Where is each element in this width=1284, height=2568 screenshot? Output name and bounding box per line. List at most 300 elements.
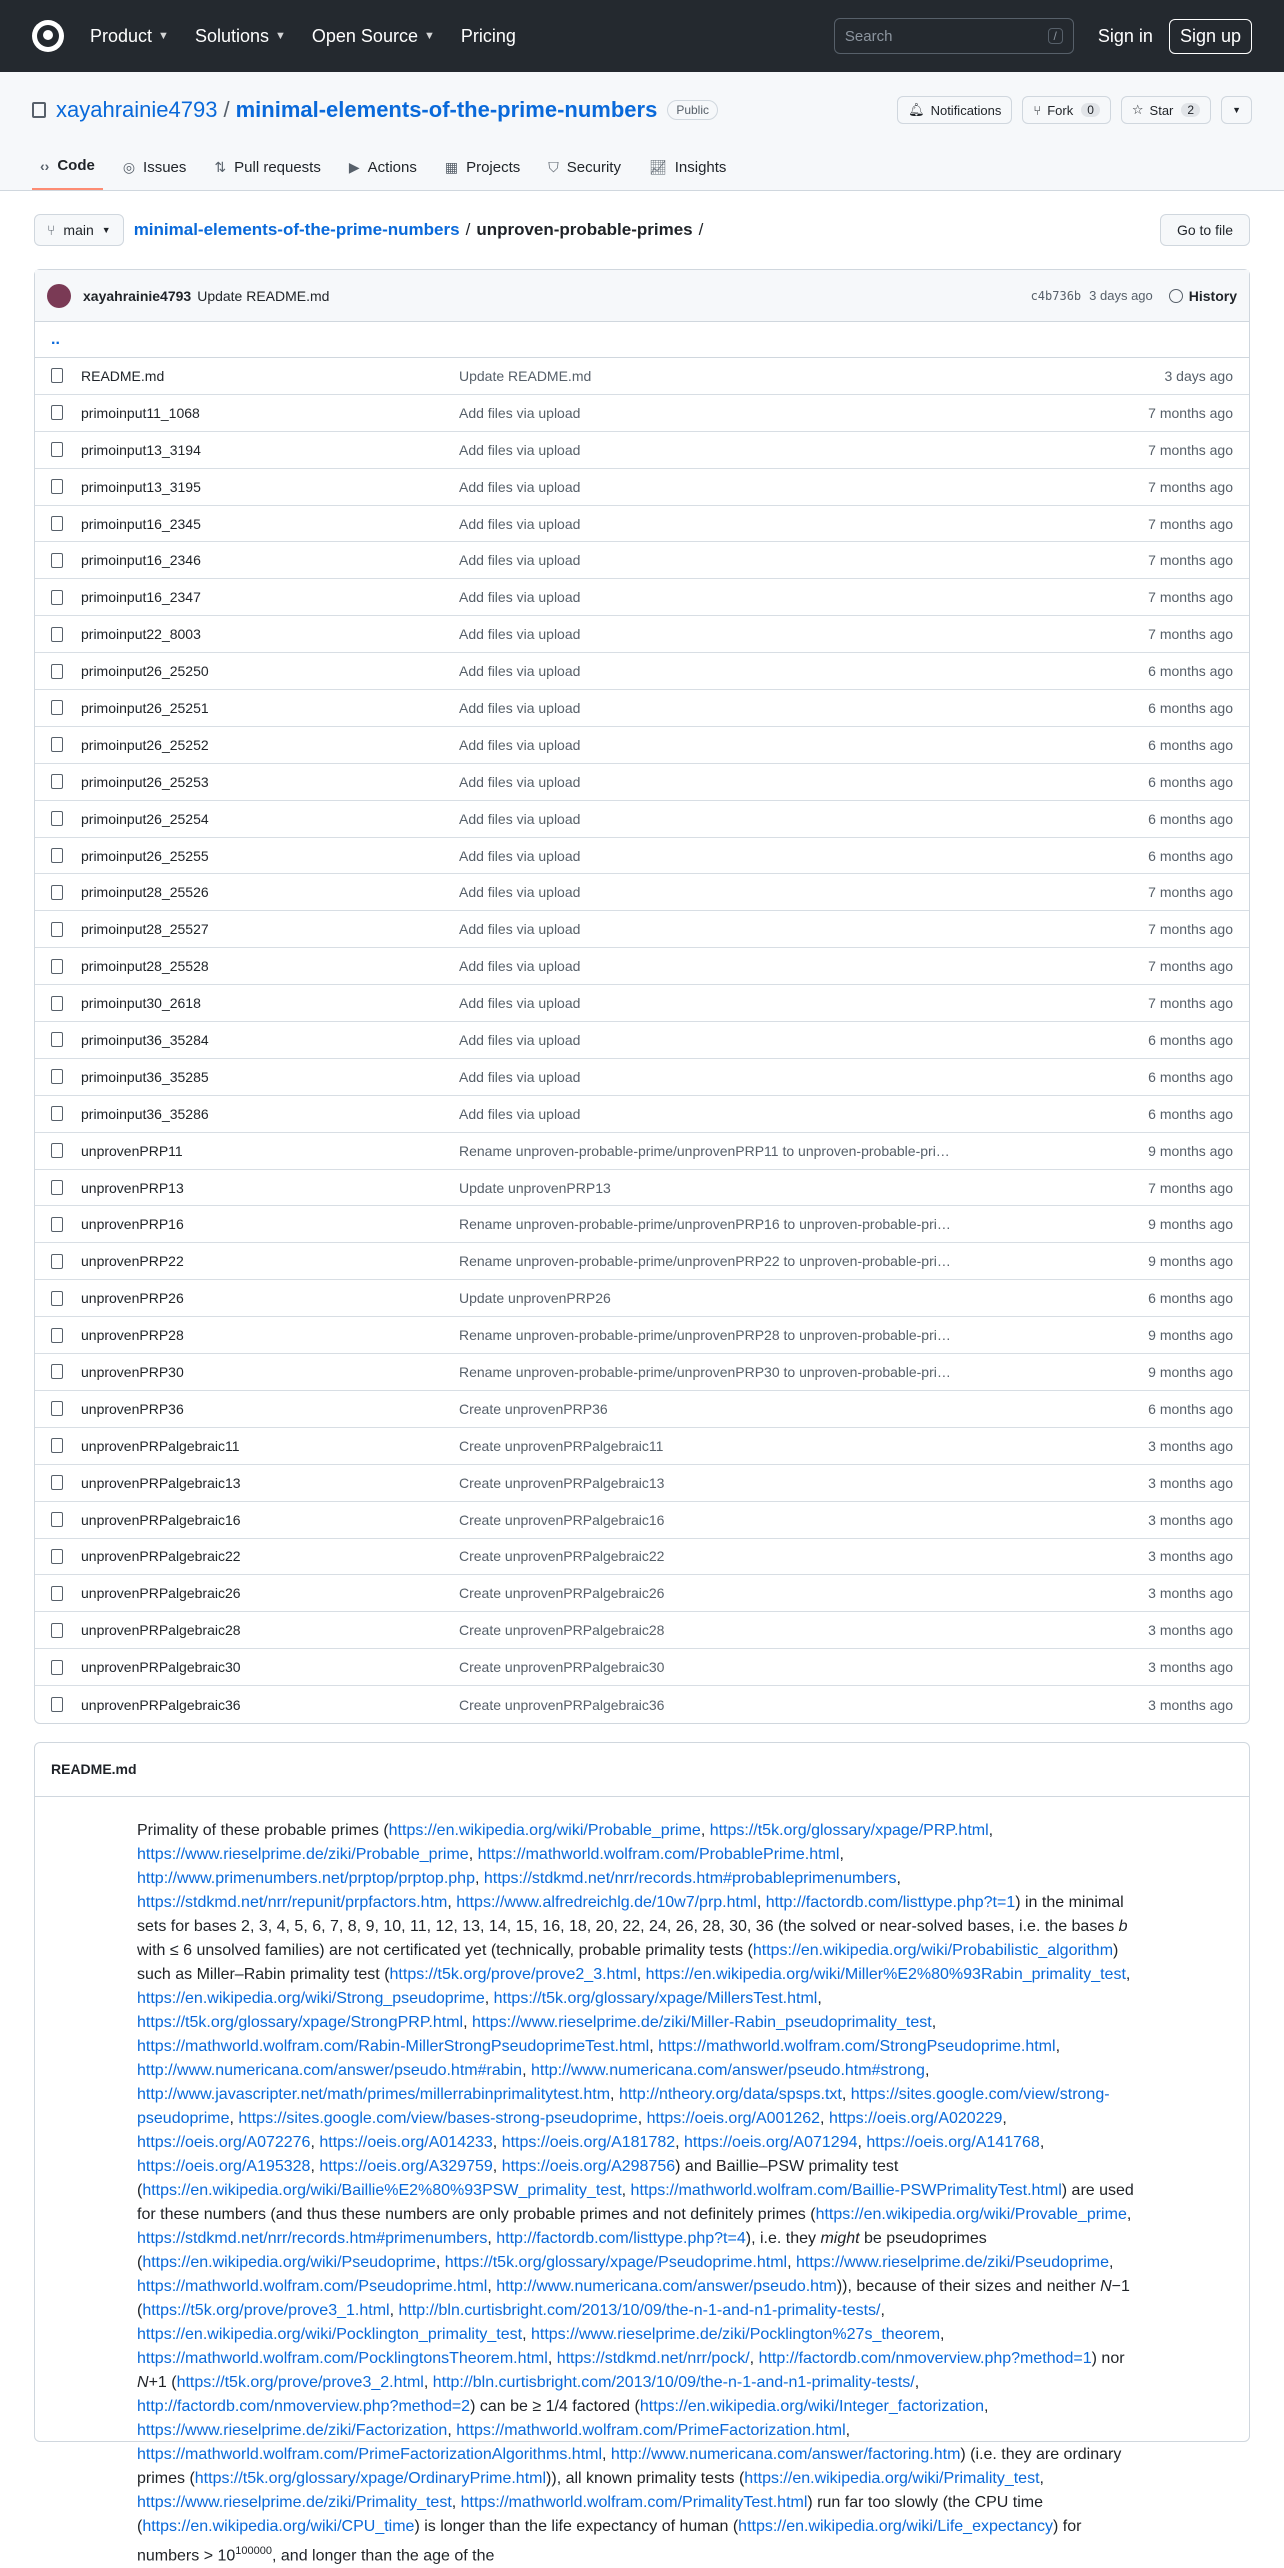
readme-link[interactable]: https://oeis.org/A141768 — [866, 2133, 1040, 2151]
file-name-link[interactable]: primoinput26_25252 — [81, 736, 209, 753]
table-row[interactable] — [35, 506, 1249, 543]
commit-message-link[interactable]: Add files via upload — [459, 478, 581, 495]
readme-text: , — [988, 1821, 994, 1839]
go-to-file-button[interactable]: Go to file — [1160, 214, 1250, 246]
commit-message-link[interactable]: Add files via upload — [459, 958, 581, 975]
file-name-link[interactable]: primoinput16_2345 — [81, 515, 201, 532]
readme-text: , — [1109, 2253, 1114, 2271]
readme-link[interactable]: http://ntheory.org/data/spsps.txt — [618, 2085, 842, 2103]
chevron-down-icon: ▼ — [275, 30, 286, 42]
commit-author-link[interactable]: xayahrainie4793 — [83, 287, 192, 304]
readme-text: , — [474, 1869, 484, 1887]
table-row[interactable] — [35, 838, 1249, 875]
readme-link[interactable]: https://oeis.org/A195328 — [137, 2157, 311, 2175]
nav-pricing[interactable]: Pricing — [460, 25, 516, 46]
readme-link[interactable]: https://oeis.org/A020229 — [828, 2109, 1003, 2127]
file-name-link[interactable]: primoinput26_25253 — [81, 773, 209, 790]
readme-link[interactable]: https://en.wikipedia.org/wiki/Pseudoprime — [142, 2253, 436, 2271]
table-row[interactable] — [35, 1391, 1249, 1428]
table-row[interactable] — [35, 1539, 1249, 1576]
file-name-link[interactable]: unprovenPRPalgebraic28 — [81, 1622, 241, 1639]
readme-text: )), because of their sizes and neither — [836, 2277, 1101, 2295]
file-name-link[interactable]: primoinput11_1068 — [81, 404, 200, 421]
file-name-link[interactable]: unprovenPRPalgebraic11 — [81, 1437, 240, 1454]
readme-link[interactable]: https://en.wikipedia.org/wiki/Probabilistic_algorithm — [752, 1941, 1114, 1959]
readme-link[interactable]: https://oeis.org/A329759 — [319, 2157, 493, 2175]
commit-message-link[interactable]: Add files via upload — [459, 589, 581, 606]
commit-message-link[interactable]: Update README.md — [459, 367, 592, 384]
file-name-link[interactable]: unprovenPRP36 — [81, 1400, 184, 1417]
readme-text: , — [675, 2133, 685, 2151]
table-row[interactable] — [35, 1649, 1249, 1686]
file-list — [35, 358, 1249, 1723]
commit-age: 7 months ago — [1148, 884, 1233, 901]
table-row[interactable] — [35, 690, 1249, 727]
readme-emphasis: might — [820, 2229, 860, 2247]
readme-link[interactable]: https://www.rieselprime.de/ziki/Primality_test — [137, 2493, 452, 2511]
table-row[interactable] — [35, 579, 1249, 616]
table-row[interactable] — [35, 1096, 1249, 1133]
nav-open-source[interactable]: Open Source ▼ — [311, 25, 435, 46]
file-icon — [51, 922, 63, 937]
table-row[interactable] — [35, 911, 1249, 948]
table-row[interactable] — [35, 1170, 1249, 1207]
table-row[interactable] — [35, 1280, 1249, 1317]
file-icon — [51, 1254, 63, 1269]
commit-message-link[interactable]: Create unprovenPRPalgebraic22 — [459, 1548, 665, 1565]
table-row[interactable] — [35, 653, 1249, 690]
readme-link[interactable]: https://www.rieselprime.de/ziki/Probable_prime — [137, 1845, 469, 1863]
file-name-link[interactable]: unprovenPRP16 — [81, 1216, 184, 1233]
readme-link[interactable]: https://www.rieselprime.de/ziki/Factorization — [137, 2421, 448, 2439]
file-name-link[interactable]: primoinput30_2618 — [81, 995, 201, 1012]
commit-message-link[interactable]: Update README.md — [197, 287, 330, 304]
repo-tabs — [32, 142, 1252, 190]
file-name-link[interactable]: unprovenPRP13 — [81, 1179, 184, 1196]
table-row[interactable] — [35, 542, 1249, 579]
readme-text: , — [839, 1845, 844, 1863]
security-icon: ⛉ — [548, 159, 559, 175]
commit-message-link[interactable]: Add files via upload — [459, 1068, 581, 1085]
readme-text: , — [447, 1893, 457, 1911]
commit-age: 6 months ago — [1148, 1031, 1233, 1048]
readme-link[interactable]: https://oeis.org/A298756 — [501, 2157, 676, 2175]
parent-directory-link[interactable]: .. — [35, 322, 1249, 358]
file-name-link[interactable]: primoinput28_25528 — [81, 958, 209, 975]
file-name-link[interactable]: primoinput13_3194 — [81, 441, 201, 458]
file-name-link[interactable]: primoinput36_35284 — [81, 1031, 209, 1048]
readme-text: , — [389, 2301, 399, 2319]
readme-link[interactable]: https://www.rieselprime.de/ziki/Pseudoprime — [795, 2253, 1109, 2271]
commit-age: 6 months ago — [1148, 1105, 1233, 1122]
readme-text: with ≤ 6 unsolved families) are not certificated yet (technically, probable primality tests ( — [137, 1941, 753, 1959]
readme-text: , — [310, 2157, 320, 2175]
commit-age: 3 days ago — [1164, 367, 1233, 384]
file-name-link[interactable]: unprovenPRPalgebraic26 — [81, 1585, 241, 1602]
readme-link[interactable]: https://en.wikipedia.org/wiki/Provable_prime — [815, 2205, 1127, 2223]
readme-link[interactable]: https://en.wikipedia.org/wiki/Miller%E2%80%93Rabin_primality_test — [645, 1965, 1126, 1983]
readme-text: ) for numbers > 10 — [137, 2517, 1082, 2565]
table-row[interactable] — [35, 985, 1249, 1022]
file-name-link[interactable]: primoinput26_25255 — [81, 847, 209, 864]
tab-pull-requests[interactable]: ⇅ Pull requests — [214, 159, 321, 176]
file-icon — [51, 1438, 63, 1453]
commit-message-link[interactable]: Create unprovenPRPalgebraic36 — [459, 1696, 665, 1713]
readme-link[interactable]: http://factordb.com/listtype.php?t=4 — [496, 2229, 746, 2247]
star-count: 2 — [1181, 103, 1200, 117]
readme-text: , — [700, 1821, 710, 1839]
readme-text: , — [522, 2325, 531, 2343]
commit-age: 9 months ago — [1148, 1363, 1233, 1380]
repo-name-link[interactable]: minimal-elements-of-the-prime-numbers — [235, 97, 658, 122]
nav-solutions[interactable]: Solutions ▼ — [194, 25, 286, 46]
readme-superscript: 100000 — [235, 2544, 272, 2557]
commit-message-link[interactable]: Update unprovenPRP26 — [459, 1290, 611, 1307]
insights-icon: 📈︎ — [648, 159, 667, 175]
tab-projects[interactable]: ▦ Projects — [444, 159, 521, 176]
readme-text: , — [463, 2013, 472, 2031]
readme-text: , — [845, 2421, 851, 2439]
readme-text: , — [1002, 2109, 1007, 2127]
commit-message-link[interactable]: Update unprovenPRP13 — [459, 1179, 611, 1196]
table-row[interactable] — [35, 358, 1249, 395]
readme-link[interactable]: https://mathworld.wolfram.com/PrimeFactorizationAlgorithms.html — [137, 2445, 603, 2463]
table-row[interactable] — [35, 948, 1249, 985]
commit-age: 6 months ago — [1148, 773, 1233, 790]
readme-text: , — [484, 1989, 494, 2007]
readme-text: , — [820, 2109, 829, 2127]
readme-link[interactable]: https://mathworld.wolfram.com/Baillie-PSWPrimalityTest.html — [630, 2181, 1062, 2199]
readme-text: , — [984, 2397, 989, 2415]
commit-age: 3 months ago — [1148, 1585, 1233, 1602]
readme-link[interactable]: http://factordb.com/nmoverview.php?method=1 — [758, 2349, 1092, 2367]
file-name-link[interactable]: primoinput26_25254 — [81, 810, 209, 827]
tab-issues[interactable]: ◎ Issues — [122, 159, 187, 176]
table-row[interactable] — [35, 432, 1249, 469]
readme-link[interactable]: https://mathworld.wolfram.com/StrongPseudoprime.html — [658, 2037, 1056, 2055]
commit-message-link[interactable]: Add files via upload — [459, 847, 581, 864]
commit-age: 7 months ago — [1148, 478, 1233, 495]
commit-message-link[interactable]: Add files via upload — [459, 626, 581, 643]
table-row[interactable] — [35, 727, 1249, 764]
file-icon — [51, 1549, 63, 1564]
file-name-link[interactable]: unprovenPRP30 — [81, 1363, 184, 1380]
readme-link[interactable]: https://en.wikipedia.org/wiki/CPU_time — [142, 2517, 415, 2535]
star-button[interactable]: ☆ Star 2 — [1121, 96, 1211, 124]
readme-text: , — [522, 2061, 531, 2079]
table-row[interactable] — [35, 1575, 1249, 1612]
readme-link[interactable]: https://stdkmd.net/nrr/records.htm#probableprimenumbers — [483, 1869, 897, 1887]
file-name-link[interactable]: README.md — [81, 367, 165, 384]
readme-link[interactable]: https://t5k.org/glossary/xpage/Pseudoprime.html — [444, 2253, 788, 2271]
bell-icon: 🔔︎ — [908, 102, 925, 117]
file-icon — [51, 368, 63, 383]
commit-age: 7 months ago — [1148, 958, 1233, 975]
readme-link[interactable]: http://bln.curtisbright.com/2013/10/09/the-n-1-and-n1-primality-tests/ — [398, 2301, 881, 2319]
table-row[interactable] — [35, 1133, 1249, 1170]
readme-link[interactable]: http://www.numericana.com/answer/pseudo.htm — [496, 2277, 837, 2295]
readme-link[interactable]: https://en.wikipedia.org/wiki/Baillie%E2%80%93PSW_primality_test — [142, 2181, 622, 2199]
file-name-link[interactable]: unprovenPRPalgebraic13 — [81, 1474, 241, 1491]
readme-text: , — [492, 2157, 502, 2175]
commit-age: 7 months ago — [1148, 626, 1233, 643]
nav-product[interactable]: Product ▼ — [90, 25, 169, 46]
table-row[interactable] — [35, 801, 1249, 838]
commit-message-link[interactable]: Rename unproven-probable-prime/unprovenPRP16 to unproven-probable-pri… — [459, 1216, 951, 1233]
readme-link[interactable]: http://www.numericana.com/answer/pseudo.htm#rabin — [137, 2061, 523, 2079]
readme-link[interactable]: https://stdkmd.net/nrr/records.htm#primenumbers — [137, 2229, 488, 2247]
readme-link[interactable]: http://www.primenumbers.net/prptop/prptop.php — [137, 1869, 475, 1887]
file-name-link[interactable]: primoinput16_2346 — [81, 552, 201, 569]
table-row[interactable] — [35, 1502, 1249, 1539]
file-name-link[interactable]: primoinput26_25250 — [81, 663, 209, 680]
commit-message-link[interactable]: Create unprovenPRPalgebraic16 — [459, 1511, 665, 1528]
file-icon — [51, 1069, 63, 1084]
commit-message-link[interactable]: Rename unproven-probable-prime/unprovenPRP11 to unproven-probable-pri… — [459, 1142, 950, 1159]
commit-message-link[interactable]: Add files via upload — [459, 404, 581, 421]
commit-message-link[interactable]: Create unprovenPRPalgebraic30 — [459, 1659, 665, 1676]
file-icon — [51, 811, 63, 826]
file-name-link[interactable]: primoinput22_8003 — [81, 626, 201, 643]
breadcrumb-repo-link[interactable]: minimal-elements-of-the-prime-numbers — [133, 220, 460, 239]
file-icon — [51, 737, 63, 752]
readme-link[interactable]: https://oeis.org/A072276 — [137, 2133, 311, 2151]
file-name-link[interactable]: unprovenPRP28 — [81, 1327, 184, 1344]
repo-header — [0, 72, 1284, 191]
commit-message-link[interactable]: Rename unproven-probable-prime/unprovenPRP22 to unproven-probable-pri… — [459, 1253, 951, 1270]
table-row[interactable] — [35, 1428, 1249, 1465]
commit-age: 9 months ago — [1148, 1253, 1233, 1270]
readme-link[interactable]: https://t5k.org/glossary/xpage/MillersTest.html — [493, 1989, 818, 2007]
commit-message-link[interactable]: Add files via upload — [459, 921, 581, 938]
readme-link[interactable]: https://mathworld.wolfram.com/Pseudoprime.html — [137, 2277, 488, 2295]
table-row[interactable] — [35, 469, 1249, 506]
search-input[interactable]: Search / — [834, 18, 1074, 54]
fork-button[interactable]: ⑂ Fork 0 — [1022, 96, 1111, 124]
fork-icon: ⑂ — [1033, 102, 1042, 118]
commit-age: 7 months ago — [1148, 1179, 1233, 1196]
table-row[interactable] — [35, 1354, 1249, 1391]
repo-icon — [32, 102, 46, 118]
readme-text: , — [621, 2181, 631, 2199]
tab-insights[interactable]: 📈︎ Insights — [648, 159, 727, 176]
tab-code[interactable]: ‹› Code — [32, 157, 103, 190]
table-row[interactable] — [35, 1206, 1249, 1243]
file-name-link[interactable]: primoinput28_25526 — [81, 884, 209, 901]
readme-text: , — [229, 2109, 239, 2127]
readme-link[interactable]: https://t5k.org/prove/prove2_3.html — [389, 1965, 637, 1983]
readme-text: ) run far too slowly (the CPU time ( — [137, 2493, 1044, 2535]
file-name-link[interactable]: unprovenPRPalgebraic30 — [81, 1659, 241, 1676]
table-row[interactable] — [35, 1243, 1249, 1280]
file-name-link[interactable]: primoinput16_2347 — [81, 589, 201, 606]
readme-title: README.md — [35, 1743, 1249, 1797]
file-name-link[interactable]: unprovenPRPalgebraic16 — [81, 1511, 241, 1528]
search-shortcut-hint: / — [1048, 28, 1063, 44]
file-name-link[interactable]: primoinput13_3195 — [81, 478, 201, 495]
readme-text: , — [610, 2085, 619, 2103]
readme-link[interactable]: http://factordb.com/nmoverview.php?method=2 — [137, 2397, 471, 2415]
readme-text: , — [423, 2373, 433, 2391]
tab-actions[interactable]: ▶ Actions — [348, 159, 417, 176]
readme-link[interactable]: https://www.rieselprime.de/ziki/Pocklington%27s_theorem — [530, 2325, 941, 2343]
file-name-link[interactable]: primoinput36_35285 — [81, 1068, 209, 1085]
readme-text: , — [787, 2253, 796, 2271]
readme-link[interactable]: https://mathworld.wolfram.com/PrimalityTest.html — [460, 2493, 808, 2511]
readme-link[interactable]: https://stdkmd.net/nrr/pock/ — [556, 2349, 750, 2367]
star-list-dropdown[interactable] — [1221, 96, 1252, 124]
readme-link[interactable]: http://factordb.com/listtype.php?t=1 — [765, 1893, 1016, 1911]
commit-time: 3 days ago — [1089, 288, 1153, 303]
readme-text: , — [1055, 2037, 1061, 2055]
table-row[interactable] — [35, 874, 1249, 911]
readme-link[interactable]: https://en.wikipedia.org/wiki/Life_expectancy — [738, 2517, 1054, 2535]
table-row[interactable] — [35, 395, 1249, 432]
file-icon — [51, 1401, 63, 1416]
chevron-down-icon: ▼ — [101, 225, 111, 235]
commit-age: 7 months ago — [1148, 404, 1233, 421]
file-icon — [51, 848, 63, 863]
readme-link[interactable]: https://en.wikipedia.org/wiki/Probable_prime — [388, 1821, 701, 1839]
readme-link[interactable]: https://t5k.org/glossary/xpage/StrongPRP.html — [137, 2013, 464, 2031]
sign-in-link[interactable]: Sign in — [1097, 25, 1153, 46]
readme-link[interactable]: https://oeis.org/A014233 — [319, 2133, 493, 2151]
readme-link[interactable]: https://mathworld.wolfram.com/PrimeFactorization.html — [456, 2421, 846, 2439]
repo-owner-link[interactable]: xayahrainie4793 — [56, 97, 218, 122]
issues-icon: ◎ — [122, 159, 136, 175]
commit-message-link[interactable]: Add files via upload — [459, 1031, 581, 1048]
readme-text: , — [637, 2109, 647, 2127]
commit-message-link[interactable]: Add files via upload — [459, 810, 581, 827]
file-icon — [51, 627, 63, 642]
table-row[interactable] — [35, 1686, 1249, 1723]
commit-message-link[interactable]: Add files via upload — [459, 884, 581, 901]
readme-link[interactable]: https://mathworld.wolfram.com/PocklingtonsTheorem.html — [137, 2349, 548, 2367]
commit-age: 6 months ago — [1148, 699, 1233, 716]
commit-message-link[interactable]: Create unprovenPRPalgebraic28 — [459, 1622, 665, 1639]
commit-message-link[interactable]: Add files via upload — [459, 441, 581, 458]
table-row[interactable] — [35, 764, 1249, 801]
table-row[interactable] — [35, 1465, 1249, 1502]
file-name-link[interactable]: unprovenPRP26 — [81, 1290, 184, 1307]
commit-age: 7 months ago — [1148, 995, 1233, 1012]
commit-age: 9 months ago — [1148, 1216, 1233, 1233]
commit-message-link[interactable]: Add files via upload — [459, 552, 581, 569]
commit-message-link[interactable]: Rename unproven-probable-prime/unprovenPRP28 to unproven-probable-pri… — [459, 1327, 951, 1344]
readme-text: ) and Baillie–PSW primality test ( — [137, 2157, 899, 2199]
file-name-link[interactable]: unprovenPRPalgebraic22 — [81, 1548, 241, 1565]
branch-selector[interactable]: ⑂ main ▼ — [34, 214, 124, 246]
file-name-link[interactable]: unprovenPRP11 — [81, 1142, 183, 1159]
commit-message-link[interactable]: Create unprovenPRP36 — [459, 1400, 608, 1417]
commit-sha-link[interactable]: c4b736b — [1030, 288, 1082, 303]
tab-security[interactable]: ⛉ Security — [548, 159, 621, 176]
table-row[interactable] — [35, 1317, 1249, 1354]
readme-link[interactable]: https://stdkmd.net/nrr/repunit/prpfactors.htm — [137, 1893, 448, 1911]
breadcrumb-current-folder: unproven-probable-primes — [476, 220, 693, 239]
file-icon — [51, 885, 63, 900]
readme-link[interactable]: https://mathworld.wolfram.com/ProbablePrime.html — [477, 1845, 840, 1863]
commit-message-link[interactable]: Create unprovenPRPalgebraic26 — [459, 1585, 665, 1602]
file-icon — [51, 1586, 63, 1601]
readme-link[interactable]: http://www.numericana.com/answer/pseudo.htm#strong — [530, 2061, 925, 2079]
readme-link[interactable]: https://sites.google.com/view/bases-strong-pseudoprime — [238, 2109, 638, 2127]
table-row[interactable] — [35, 1612, 1249, 1649]
sign-up-button[interactable]: Sign up — [1169, 19, 1252, 54]
commit-message-link[interactable]: Add files via upload — [459, 663, 581, 680]
history-link[interactable]: History — [1169, 288, 1237, 304]
file-icon — [51, 1475, 63, 1490]
commit-message-link[interactable]: Create unprovenPRPalgebraic11 — [459, 1437, 664, 1454]
code-icon: ‹› — [40, 157, 50, 174]
readme-link[interactable]: https://en.wikipedia.org/wiki/Integer_factorization — [639, 2397, 985, 2415]
readme-link[interactable]: https://oeis.org/A181782 — [501, 2133, 676, 2151]
commit-age: 9 months ago — [1148, 1327, 1233, 1344]
commit-age: 3 months ago — [1148, 1696, 1233, 1713]
table-row[interactable] — [35, 616, 1249, 653]
commit-age: 7 months ago — [1148, 552, 1233, 569]
readme-link[interactable]: https://en.wikipedia.org/wiki/Strong_pseudoprime — [137, 1989, 485, 2007]
projects-icon: ▦ — [444, 159, 459, 175]
readme-link[interactable]: https://sites.google.com/view/strong-pseudoprime — [137, 2085, 1110, 2127]
commit-age: 6 months ago — [1148, 810, 1233, 827]
site-header — [0, 0, 1284, 72]
commit-message-link[interactable]: Add files via upload — [459, 773, 581, 790]
file-name-link[interactable]: primoinput28_25527 — [81, 921, 209, 938]
file-icon — [51, 1623, 63, 1638]
readme-link[interactable]: https://oeis.org/A071294 — [684, 2133, 858, 2151]
chevron-down-icon: ▼ — [1232, 105, 1241, 115]
readme-text: , — [1039, 2133, 1045, 2151]
readme-link[interactable]: https://en.wikipedia.org/wiki/Pocklington_primality_test — [137, 2325, 523, 2343]
readme-link[interactable]: http://www.numericana.com/answer/factoring.htm — [610, 2445, 961, 2463]
notifications-button[interactable]: 🔔︎ Notifications — [897, 96, 1012, 124]
commit-message-link[interactable]: Add files via upload — [459, 995, 581, 1012]
file-name-link[interactable]: primoinput36_35286 — [81, 1105, 209, 1122]
readme-link[interactable]: https://www.rieselprime.de/ziki/Miller-Rabin_pseudoprimality_test — [471, 2013, 932, 2031]
path-separator: / — [223, 97, 230, 122]
readme-link[interactable]: https://en.wikipedia.org/wiki/Primality_test — [744, 2469, 1040, 2487]
file-name-link[interactable]: primoinput26_25251 — [81, 699, 209, 716]
file-name-link[interactable]: unprovenPRP22 — [81, 1253, 184, 1270]
commit-message-link[interactable]: Add files via upload — [459, 699, 581, 716]
file-icon — [51, 553, 63, 568]
commit-message-link[interactable]: Add files via upload — [459, 1105, 581, 1122]
commit-message-link[interactable]: Create unprovenPRPalgebraic13 — [459, 1474, 665, 1491]
file-name-link[interactable]: unprovenPRPalgebraic36 — [81, 1696, 241, 1713]
readme-link[interactable]: https://t5k.org/glossary/xpage/OrdinaryPrime.html — [194, 2469, 547, 2487]
readme-link[interactable]: https://t5k.org/prove/prove3_2.html — [176, 2373, 424, 2391]
commit-message-link[interactable]: Rename unproven-probable-prime/unprovenPRP30 to unproven-probable-pri… — [459, 1363, 951, 1380]
avatar[interactable] — [47, 284, 71, 308]
table-row[interactable] — [35, 1022, 1249, 1059]
readme-link[interactable]: https://t5k.org/glossary/xpage/PRP.html — [709, 1821, 989, 1839]
github-logo-icon[interactable] — [32, 20, 64, 52]
commit-age: 7 months ago — [1148, 589, 1233, 606]
readme-text: +1 ( — [148, 2373, 177, 2391]
file-icon — [51, 442, 63, 457]
readme-text: , — [451, 2493, 461, 2511]
readme-link[interactable]: https://www.alfredreichlg.de/10w7/prp.html — [456, 1893, 757, 1911]
readme-link[interactable]: https://mathworld.wolfram.com/Rabin-MillerStrongPseudoprimeTest.html — [137, 2037, 650, 2055]
readme-link[interactable]: https://oeis.org/A001262 — [646, 2109, 821, 2127]
table-row[interactable] — [35, 1059, 1249, 1096]
readme-link[interactable]: https://t5k.org/prove/prove3_1.html — [142, 2301, 390, 2319]
commit-message-link[interactable]: Add files via upload — [459, 515, 581, 532]
readme-link[interactable]: http://bln.curtisbright.com/2013/10/09/the-n-1-and-n1-primality-tests/ — [432, 2373, 915, 2391]
commit-message-link[interactable]: Add files via upload — [459, 736, 581, 753]
readme-link[interactable]: http://www.javascripter.net/math/primes/millerrabinprimalitytest.htm — [137, 2085, 611, 2103]
